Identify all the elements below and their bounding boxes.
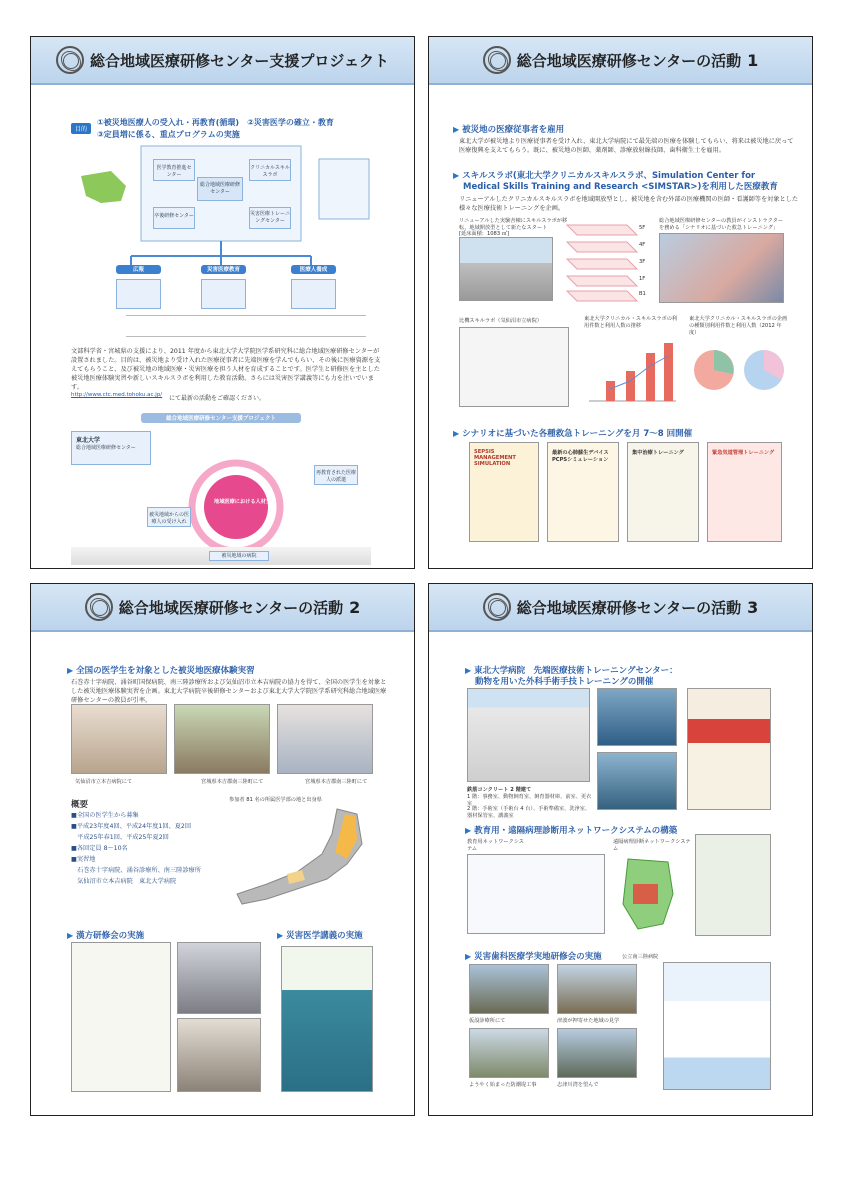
- tohoku-univ-box: [71, 431, 151, 465]
- surgical-training-flyer: [687, 688, 771, 810]
- kesennuma-lab-photos: [459, 327, 569, 407]
- floor-stack-diagram: [557, 215, 647, 305]
- univ-name: 東北大学: [76, 437, 101, 444]
- section-title-disaster-lecture: ▶ 災害医学講義の実施: [277, 931, 363, 941]
- panel-activity-2: [30, 583, 415, 1116]
- box-center-main: 総合地域医療研修センター: [197, 177, 243, 201]
- employment-text: 東北大学が被災地より医療従事者を受け入れ、東北大学病院にて最先端の医療を体験してもらい、将来は被災地に戻って医療復興を支えてもらう。既に、被災地の医師、薬剤師、診療放射線技師、歯科衛生士を雇用。: [459, 138, 794, 154]
- goal-badge: 目的: [71, 123, 91, 134]
- center-logo-icon: [483, 46, 511, 74]
- surgery-photo-2: [597, 752, 677, 810]
- box-education-center: 医学教育推進センター: [153, 159, 195, 181]
- panel-support-project: [30, 36, 415, 569]
- poster-airway: 緊急気道管理トレーニング: [707, 442, 782, 542]
- kampo-photo-1: [177, 942, 261, 1014]
- panel-title: 総合地域医療研修センターの活動: [118, 598, 344, 617]
- surgery-photo-1: [597, 688, 677, 746]
- panel-header: [31, 584, 414, 632]
- photo-minamisanriku-2: [277, 704, 373, 774]
- floor-label: 3F: [639, 259, 646, 265]
- region-exchange-label: 地域医療における人材交流: [214, 499, 277, 505]
- caption-usage-type: 東北大学クリニカル・スキルスラボの企画の種類別利用件数と利用人数（2012 年度）: [689, 316, 788, 336]
- summary-heading: 概要: [71, 800, 89, 810]
- summary-line: ■平成23年度4回、平成24年度1回、夏2回: [71, 823, 192, 830]
- panel-activity-3: [428, 583, 813, 1116]
- miyagi-network-map: [613, 854, 683, 934]
- poster-icu: 集中治療トレーニング: [627, 442, 699, 542]
- dental-seminar-flyer: [663, 962, 771, 1090]
- caption-floor-area: [延床面積：1083 ㎡]: [459, 231, 510, 237]
- section-title-skills-lab-2: Medical Skills Training and Research <SIMSTAR>)を利用した医療教育: [463, 182, 778, 192]
- dental-photo-a: [469, 964, 549, 1014]
- building-caption: 鉄筋コンクリート 2 階建て: [467, 787, 532, 793]
- goal-line-1: ①被災地医療人の受入れ・再教育(循環) ②災害医学の確立・教育: [97, 118, 334, 127]
- panel-header: [429, 37, 812, 85]
- summary-line: 気仙沼市立本吉病院 東北大学病院: [71, 878, 177, 885]
- section-title-surgical-training: ▶ 東北大学病院 先端医療技術トレーニングセンター：: [465, 666, 678, 676]
- center-url-link[interactable]: http://www.ctc.med.tohoku.ac.jp/: [71, 392, 163, 398]
- summary-line: ■各回定員 8～10名: [71, 845, 128, 852]
- caption-kesennuma-lab: 比機スキルラボ（気仙沼市立病院）: [459, 318, 542, 324]
- caption-motoyoshi: 気仙沼市立本吉病院にて: [75, 779, 133, 785]
- univ-center-name: 総合地域医療研修センター: [76, 445, 136, 451]
- center-logo-icon: [56, 46, 84, 74]
- floor-label: 1F: [639, 276, 646, 282]
- usage-bar-chart: [584, 331, 679, 407]
- summary-list: [71, 810, 231, 887]
- floor-label: 4F: [639, 242, 646, 248]
- panel-number: 3: [747, 597, 759, 617]
- project-title-bar: 総合地域医療研修センター支援プロジェクト: [141, 413, 301, 423]
- section-title-network: ▶ 教育用・遠隔病理診断用ネットワークシステムの構築: [465, 826, 678, 836]
- bar-pr: 広報: [116, 265, 161, 274]
- skills-lab-text: リニューアルしたクリニカルスキルスラボを地域開放型とし、被災地を含む外部の医療機関の医師・看護師等を対象とした様々な医療技術トレーニングを企画。: [459, 196, 799, 212]
- box-disaster-center: 災害医療トレーニングセンター: [249, 207, 291, 229]
- building-photo: [459, 237, 553, 301]
- legend-strip: [126, 315, 366, 337]
- panel-activity-1: [428, 36, 813, 569]
- tohoku-map-shape: [81, 171, 126, 203]
- section-title-student-training: ▶ 全国の医学生を対象とした被災地医療体験実習: [67, 666, 255, 676]
- network-label-pathology: 遠隔病理診断ネットワークシステム: [613, 839, 691, 852]
- bar-disaster-edu: 災害医療教育: [201, 265, 246, 274]
- summary-line: ■実習地: [71, 856, 96, 863]
- caption-minamisanriku-2: 宮城県本吉郡南三陸町にて: [305, 779, 368, 785]
- caption-usage-trend: 東北大学クリニカル・スキルスラボの利用件数と利用人数の推移: [584, 316, 678, 329]
- dental-hospital-label: 公立南三陸病院: [622, 954, 659, 960]
- summary-line: ■全国の医学生から募集: [71, 812, 139, 819]
- poster-pcps: 最新の心肺蘇生デバイスPCPSシミュレーション: [547, 442, 619, 542]
- caption-seawall: ようやく始まった防潮堤工事: [469, 1082, 537, 1088]
- network-document: [695, 834, 771, 936]
- center-logo-icon: [85, 593, 113, 621]
- dental-photo-d: [557, 1028, 637, 1078]
- caption-renewal: リニューアルした実験舎棟にスキルスラボが移転、地域開放型として新たなスタート: [459, 218, 568, 231]
- student-training-text: 石巻赤十字病院、涌谷町国保病院、南三陸診療所および気仙沼市立本吉病院の協力を得て、全国の医学生を対象とした被災地医療体験実習を企画。東北大学病院卒後研修センターおよび東北大学大学院医学系研究科総合地域医療研修センターの教員が引率。: [71, 679, 387, 704]
- url-suffix: にて最新の活動をご確認ください。: [169, 395, 266, 402]
- edu-network-diagram: [467, 854, 605, 934]
- disaster-hospital-label: 被災地域の病院: [209, 551, 269, 561]
- dental-photo-c: [469, 1028, 549, 1078]
- usage-pie-charts: [689, 342, 789, 402]
- map-caption: 参加者 81 名の所属医学部の地と出身県: [229, 797, 322, 803]
- panel-header: [429, 584, 812, 632]
- sub-box-2: [201, 279, 246, 309]
- panel-header: [31, 37, 414, 85]
- sub-box-1: [116, 279, 161, 309]
- bar-training: 医療人養成: [291, 265, 336, 274]
- caption-shizugawa: 志津川湾を望んで: [557, 1082, 599, 1088]
- center-logo-icon: [483, 593, 511, 621]
- floor-label: B1: [639, 291, 646, 297]
- training-building-photo: [467, 688, 590, 782]
- box-postgrad-center: 卒後研修センター: [153, 207, 195, 229]
- caption-tsunami-area: 津波が押寄せた地域の見学: [557, 1018, 620, 1024]
- panel-title: 総合地域医療研修センターの活動: [516, 51, 742, 70]
- panel-number: 2: [349, 597, 361, 617]
- send-trained-box: 再教育された医療人の派遣: [314, 465, 358, 485]
- kampo-flyer: [71, 942, 171, 1092]
- goal-line-2: ③定員増に係る、重点プログラムの実施: [97, 130, 240, 139]
- box-skills-lab: クリニカルスキルスラボ: [249, 159, 291, 181]
- section-title-kampo: ▶ 漢方研修会の実施: [67, 931, 145, 941]
- caption-instructor: 総合地域医療研修センターの教員がインストラクターを務める「シナリオに基づいた救急トレーニング」: [659, 218, 784, 231]
- section-title-surgical-training-2: 動物を用いた外科手術手技トレーニングの開催: [475, 677, 654, 687]
- section-title-dental: ▶ 災害歯科医療学実地研修会の実施: [465, 952, 602, 962]
- network-label-edu: 教育用ネットワークシステム: [467, 839, 524, 852]
- project-description: 文部科学省・宮城県の支援により、2011 年度から東北大学大学院医学系研究科に総合地域医療研修センターが設置されました。目的は、被災地より受け入れた医療従事者に先端医療を学んでもらい、その後に医療資源を支えてもらうこと、及び被災地の地域医療・災害医療を担う人材を育成することです。医学生と研修医を主とした被災地医療体験実習や新しいスキルスラボを利用した教育活動、さらには災害医学講義等にも力を注いでいます。: [71, 348, 381, 391]
- panel-title: 総合地域医療研修センター支援プロジェクト: [89, 51, 390, 70]
- summary-line: 平成25年春1回、平成25年夏2回: [71, 834, 169, 841]
- poster-sepsis: SEPSIS MANAGEMENT SIMULATION: [469, 442, 539, 542]
- floor-label: 5F: [639, 225, 646, 231]
- caption-minamisanriku-1: 宮城県本吉郡南三陸町にて: [201, 779, 264, 785]
- training-photo: [659, 233, 784, 303]
- building-floor-1: 1 階：事務室、動物飼育室、飼育器材庫、前室、更衣室: [467, 794, 592, 807]
- photo-minamisanriku-1: [174, 704, 270, 774]
- accept-from-disaster-box: 被災地域からの医療人の受け入れ: [147, 507, 191, 527]
- section-title-scenario-training: ▶ シナリオに基づいた各種救急トレーニングを月 7～8 回開催: [453, 429, 693, 439]
- panel-number: 1: [747, 50, 759, 70]
- disaster-lecture-flyer: [281, 946, 373, 1092]
- summary-line: 石巻赤十字病院、涌谷診療所、南三陸診療所: [71, 867, 201, 874]
- building-floor-2: 2 階：手術室（手術台 4 台）、手術準備室、洗浄室、器材保管室、講義室: [467, 806, 591, 819]
- section-title-skills-lab: ▶ スキルスラボ(東北大学クリニカルスキルスラボ、Simulation Center for: [453, 171, 756, 181]
- caption-temp-clinic: 仮設診療所にて: [469, 1018, 506, 1024]
- dental-photo-b: [557, 964, 637, 1014]
- japan-map: [227, 804, 377, 914]
- panel-title: 総合地域医療研修センターの活動: [516, 598, 742, 617]
- sub-box-3: [291, 279, 336, 309]
- kampo-photo-2: [177, 1018, 261, 1092]
- section-title-employment: ▶ 被災地の医療従事者を雇用: [453, 125, 565, 135]
- photo-motoyoshi: [71, 704, 167, 774]
